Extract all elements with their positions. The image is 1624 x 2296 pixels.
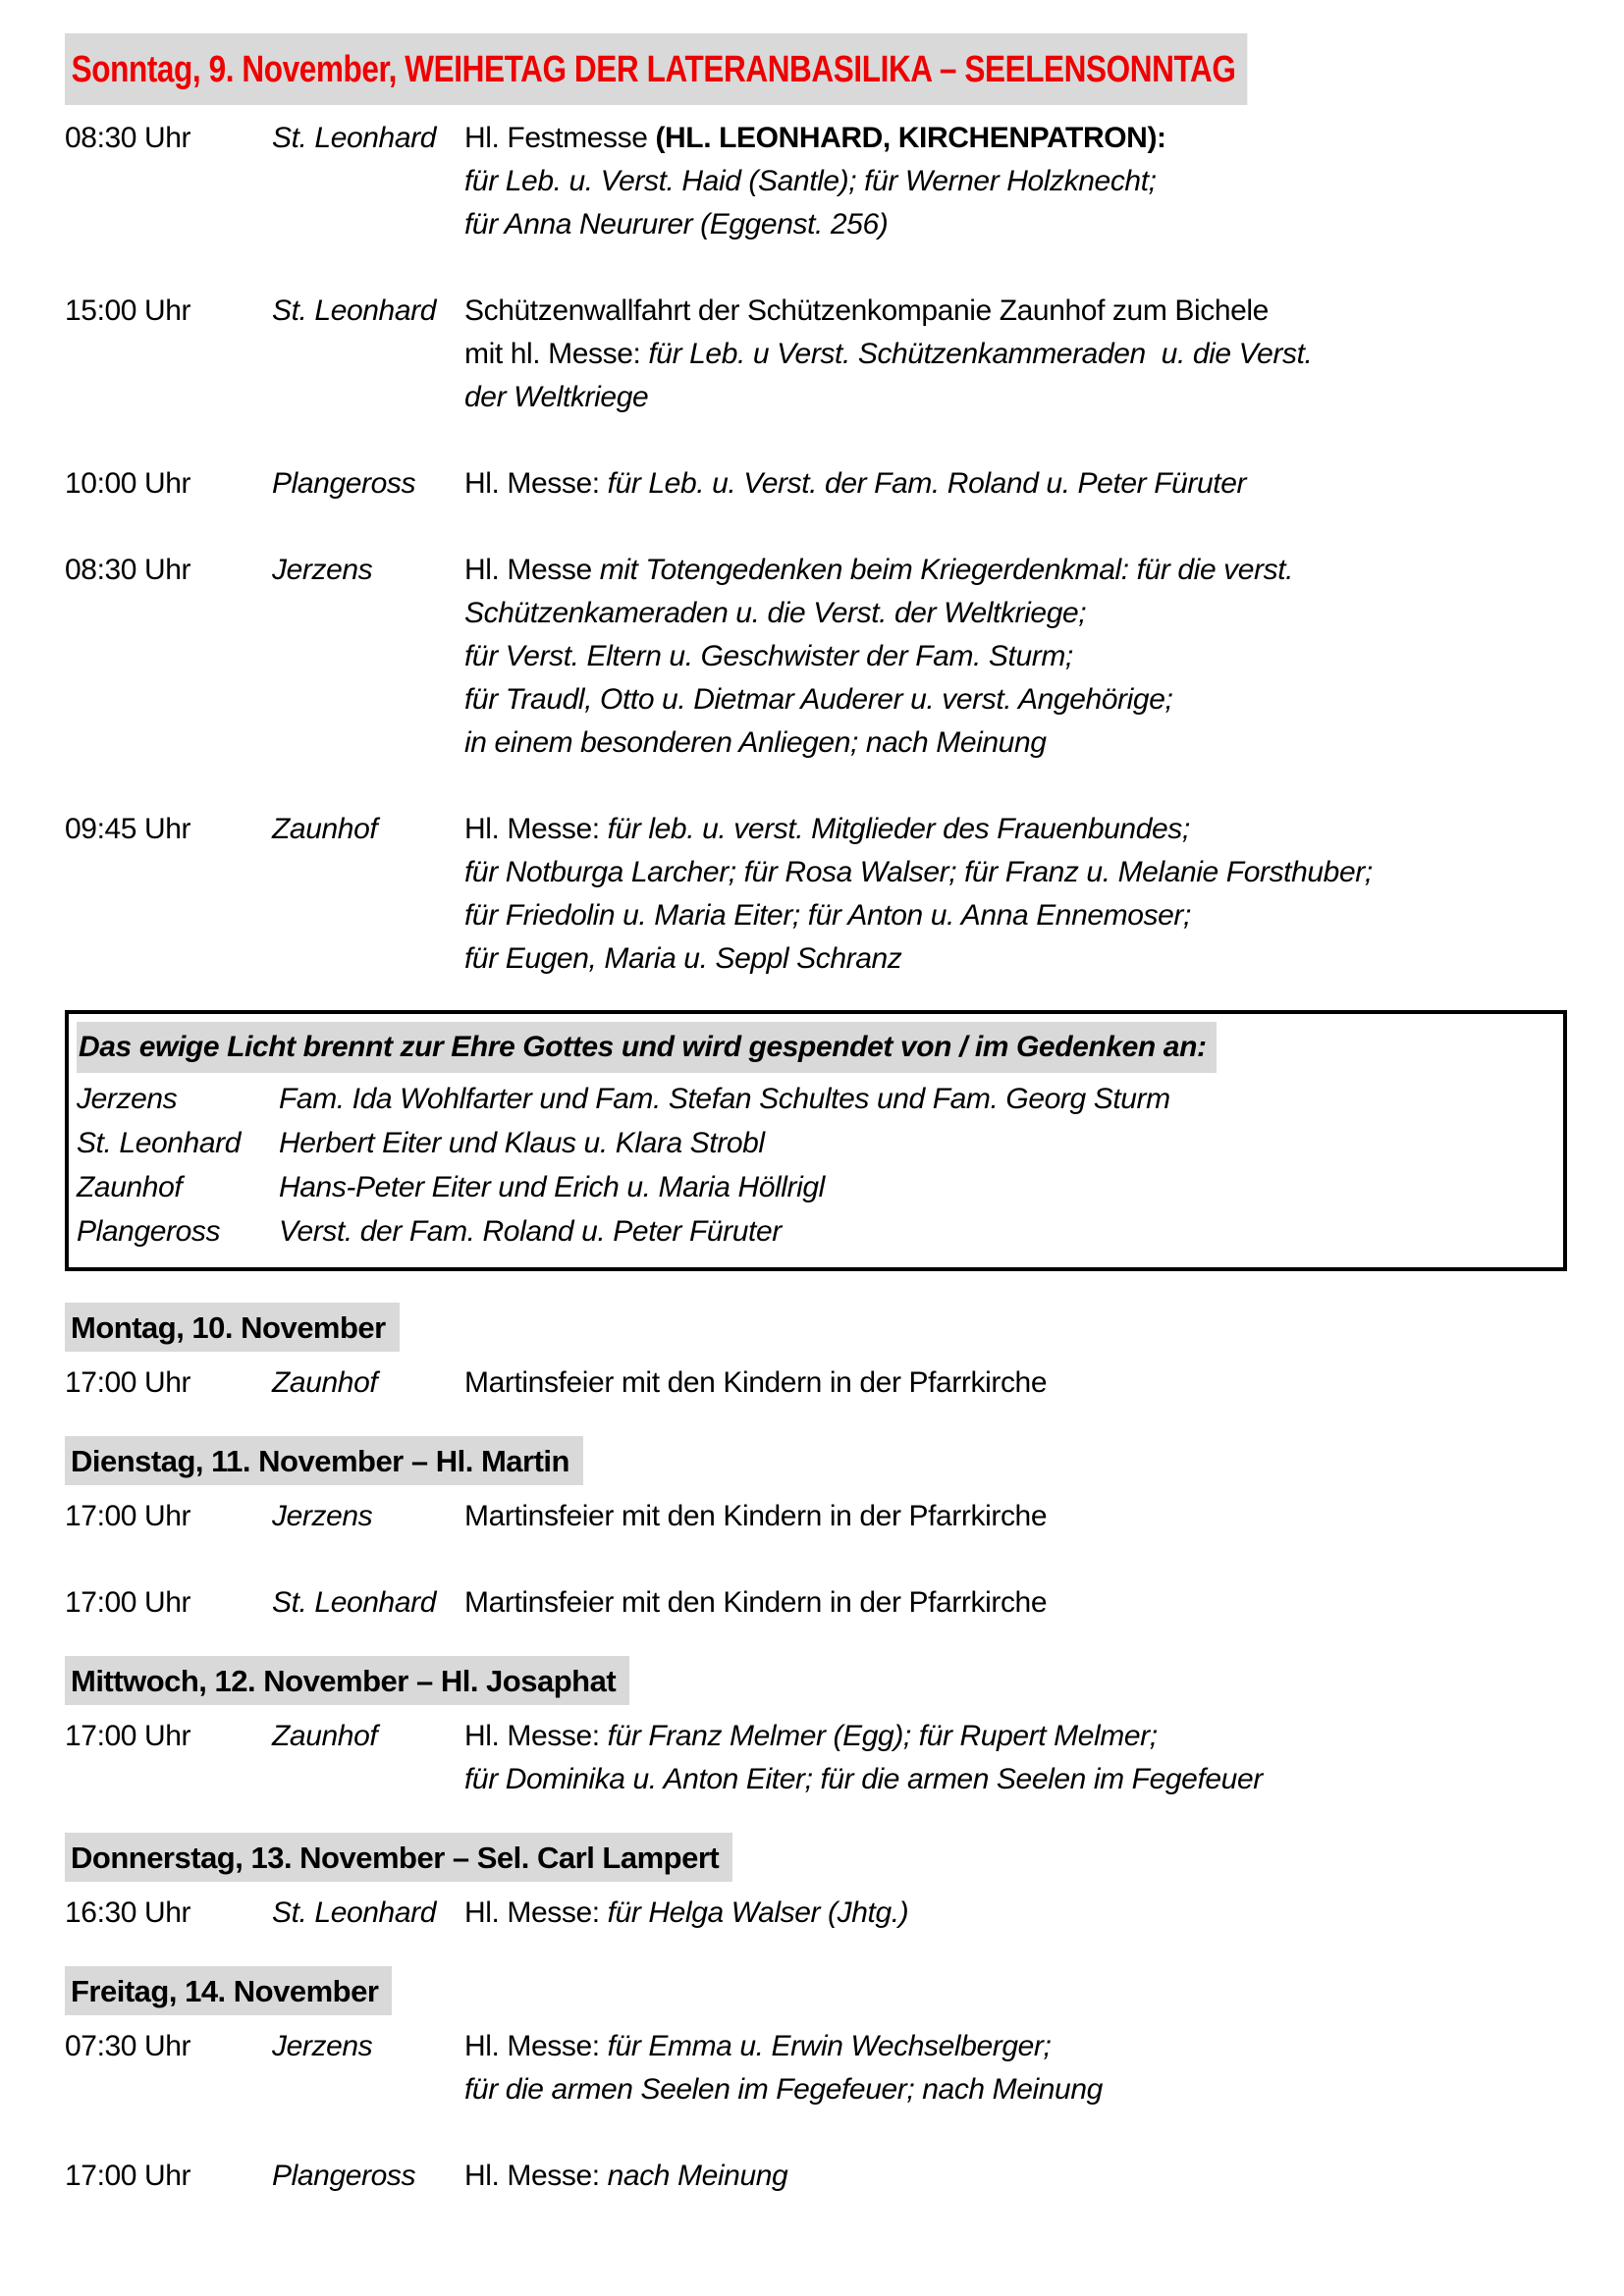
day-header-text: Donnerstag, 13. November – Sel. Carl Lampert: [65, 1833, 732, 1882]
entry-description-line: [464, 333, 1567, 376]
text-run-italic: für Verst. Eltern u. Geschwister der Fam. Sturm;: [464, 640, 1073, 672]
day-section-mittwoch: [65, 1656, 1567, 1801]
eternal-light-row: [77, 1077, 1553, 1121]
text-run-bold: (HL. LEONHARD, KIRCHENPATRON):: [655, 122, 1166, 154]
text-run-normal: mit hl. Messe:: [464, 338, 649, 370]
entry-description: [464, 2155, 1567, 2198]
entry-description: [464, 549, 1567, 765]
mass-entry: [65, 549, 1567, 765]
entry-description-line: [464, 635, 1567, 678]
text-run-normal: Hl. Messe: [464, 554, 600, 586]
entry-description-line: [464, 1892, 1567, 1935]
entry-time: 17:00 Uhr: [65, 2160, 191, 2192]
text-run-italic: für Leb. u. Verst. Haid (Santle); für Werner Holzknecht;: [464, 165, 1157, 197]
entry-description: [464, 1495, 1567, 1538]
mass-entry: [65, 117, 1567, 246]
donors-text: Fam. Ida Wohlfarter und Fam. Stefan Schultes und Fam. Georg Sturm: [279, 1083, 1170, 1115]
entry-time: 17:00 Uhr: [65, 1720, 191, 1752]
text-run-normal: Martinsfeier mit den Kindern in der Pfarrkirche: [464, 1366, 1048, 1399]
entry-description-line: [464, 462, 1567, 506]
entry-time: 08:30 Uhr: [65, 122, 191, 154]
text-run-italic: der Weltkriege: [464, 381, 649, 413]
entry-description-line: [464, 851, 1567, 894]
eternal-light-row: [77, 1165, 1553, 1209]
text-run-normal: Hl. Messe:: [464, 467, 608, 500]
text-run-italic: nach Meinung: [607, 2160, 788, 2192]
day-header: [65, 1656, 1567, 1705]
text-run-italic: in einem besonderen Anliegen; nach Meinung: [464, 726, 1047, 759]
text-run-italic: für Emma u. Erwin Wechselberger;: [607, 2030, 1052, 2062]
eternal-light-title: Das ewige Licht brennt zur Ehre Gottes und wird gespendet von / im Gedenken an:: [77, 1022, 1217, 1073]
mass-entry: [65, 1495, 1567, 1538]
entry-description-line: [464, 721, 1567, 765]
entry-description-line: [464, 894, 1567, 937]
entry-description-line: [464, 1758, 1567, 1801]
eternal-light-row: [77, 1209, 1553, 1254]
entry-description-line: [464, 1495, 1567, 1538]
entry-time: 15:00 Uhr: [65, 294, 191, 327]
mass-entry: [65, 1715, 1567, 1801]
entry-time: 17:00 Uhr: [65, 1586, 191, 1619]
donors-text: Verst. der Fam. Roland u. Peter Füruter: [279, 1215, 782, 1248]
entry-description-line: [464, 937, 1567, 981]
entry-time: 16:30 Uhr: [65, 1896, 191, 1929]
mass-entry: [65, 2155, 1567, 2198]
place-label: Plangeross: [77, 1215, 221, 1248]
text-run-normal: Martinsfeier mit den Kindern in der Pfarrkirche: [464, 1586, 1048, 1619]
eternal-light-row: [77, 1121, 1553, 1165]
text-run-italic: für Dominika u. Anton Eiter; für die armen Seelen im Fegefeuer: [464, 1763, 1263, 1795]
entry-description: [464, 290, 1567, 419]
mass-entry: [65, 1362, 1567, 1405]
entry-description-line: [464, 1715, 1567, 1758]
text-run-italic: für Friedolin u. Maria Eiter; für Anton u. Anna Ennemoser;: [464, 899, 1191, 932]
mass-entry: [65, 2025, 1567, 2111]
day-header: [65, 1833, 1567, 1882]
day-section-montag: [65, 1303, 1567, 1405]
text-run-normal: Hl. Messe:: [464, 2160, 608, 2192]
entry-description: [464, 117, 1567, 246]
text-run-italic: für Leb. u Verst. Schützenkammeraden u. die Verst.: [648, 338, 1313, 370]
place-label: Zaunhof: [77, 1171, 183, 1203]
eternal-light-box: [65, 1010, 1567, 1271]
entry-description: [464, 1892, 1567, 1935]
entry-description: [464, 1362, 1567, 1405]
entry-description-line: [464, 376, 1567, 419]
entry-church: Zaunhof: [272, 1720, 378, 1752]
entry-church: Plangeross: [272, 467, 416, 500]
entry-description-line: [464, 2025, 1567, 2068]
entry-church: St. Leonhard: [272, 122, 436, 154]
entry-time: 10:00 Uhr: [65, 467, 191, 500]
eternal-light-header: [77, 1022, 1553, 1077]
day-header-text: Mittwoch, 12. November – Hl. Josaphat: [65, 1656, 629, 1705]
text-run-normal: Hl. Messe:: [464, 2030, 608, 2062]
donors-text: Hans-Peter Eiter und Erich u. Maria Höllrigl: [279, 1171, 825, 1203]
entry-description: [464, 1581, 1567, 1625]
entry-time: 09:45 Uhr: [65, 813, 191, 845]
entry-church: St. Leonhard: [272, 1586, 436, 1619]
mass-entry: [65, 462, 1567, 506]
text-run-italic: für Helga Walser (Jhtg.): [607, 1896, 909, 1929]
text-run-normal: Hl. Messe:: [464, 1720, 608, 1752]
entry-description-line: [464, 290, 1567, 333]
text-run-italic: für die armen Seelen im Fegefeuer; nach Meinung: [464, 2073, 1103, 2106]
entry-description: [464, 462, 1567, 506]
text-run-italic: für Franz Melmer (Egg); für Rupert Melmer;: [607, 1720, 1158, 1752]
entry-description-line: [464, 549, 1567, 592]
entry-description-line: [464, 203, 1567, 246]
entry-time: 17:00 Uhr: [65, 1500, 191, 1532]
day-header-text: Dienstag, 11. November – Hl. Martin: [65, 1436, 583, 1485]
entry-church: Zaunhof: [272, 1366, 378, 1399]
sunday-header: [65, 33, 1312, 105]
entry-time: 07:30 Uhr: [65, 2030, 191, 2062]
day-header: [65, 1966, 1567, 2015]
entry-description-line: [464, 1581, 1567, 1625]
entry-church: Jerzens: [272, 1500, 373, 1532]
day-header-text: Freitag, 14. November: [65, 1966, 392, 2015]
entry-description-line: [464, 2068, 1567, 2111]
text-run-italic: für Anna Neururer (Eggenst. 256): [464, 208, 889, 240]
entry-church: Jerzens: [272, 2030, 373, 2062]
donors-text: Herbert Eiter und Klaus u. Klara Strobl: [279, 1127, 765, 1159]
entry-description: [464, 2025, 1567, 2111]
entry-description: [464, 808, 1567, 981]
day-section-dienstag: [65, 1436, 1567, 1625]
text-run-normal: Schützenwallfahrt der Schützenkompanie Zaunhof zum Bichele: [464, 294, 1269, 327]
text-run-italic: für Eugen, Maria u. Seppl Schranz: [464, 942, 902, 975]
text-run-italic: Schützenkameraden u. die Verst. der Weltkriege;: [464, 597, 1087, 629]
entry-description-line: [464, 808, 1567, 851]
text-run-normal: Hl. Messe:: [464, 813, 608, 845]
day-header: [65, 1436, 1567, 1485]
text-run-italic: für leb. u. verst. Mitglieder des Frauenbundes;: [607, 813, 1190, 845]
day-header: [65, 1303, 1567, 1352]
entry-description: [464, 1715, 1567, 1801]
mass-entry: [65, 290, 1567, 419]
entry-church: St. Leonhard: [272, 294, 436, 327]
mass-entry: [65, 1581, 1567, 1625]
text-run-italic: für Traudl, Otto u. Dietmar Auderer u. verst. Angehörige;: [464, 683, 1173, 716]
entry-church: St. Leonhard: [272, 1896, 436, 1929]
text-run-italic: für Notburga Larcher; für Rosa Walser; für Franz u. Melanie Forsthuber;: [464, 856, 1373, 888]
sunday-header-text: Sonntag, 9. November, WEIHETAG DER LATERANBASILIKA – SEELENSONNTAG: [65, 33, 1247, 105]
text-run-italic: mit Totengedenken beim Kriegerdenkmal: für die verst.: [599, 554, 1294, 586]
entry-church: Zaunhof: [272, 813, 378, 845]
entry-description-line: [464, 160, 1567, 203]
entry-description-line: [464, 592, 1567, 635]
text-run-normal: Hl. Messe:: [464, 1896, 608, 1929]
mass-entry: [65, 1892, 1567, 1935]
day-header-text: Montag, 10. November: [65, 1303, 400, 1352]
entry-church: Plangeross: [272, 2160, 416, 2192]
entry-time: 08:30 Uhr: [65, 554, 191, 586]
entry-time: 17:00 Uhr: [65, 1366, 191, 1399]
entry-description-line: [464, 117, 1567, 160]
entry-description-line: [464, 678, 1567, 721]
place-label: St. Leonhard: [77, 1127, 241, 1159]
mass-entry: [65, 808, 1567, 981]
place-label: Jerzens: [77, 1083, 178, 1115]
text-run-normal: Hl. Festmesse: [464, 122, 656, 154]
day-section-freitag: [65, 1966, 1567, 2198]
text-run-italic: für Leb. u. Verst. der Fam. Roland u. Peter Füruter: [607, 467, 1247, 500]
entry-church: Jerzens: [272, 554, 373, 586]
text-run-normal: Martinsfeier mit den Kindern in der Pfarrkirche: [464, 1500, 1048, 1532]
entry-description-line: [464, 1362, 1567, 1405]
day-section-donnerstag: [65, 1833, 1567, 1935]
entry-description-line: [464, 2155, 1567, 2198]
